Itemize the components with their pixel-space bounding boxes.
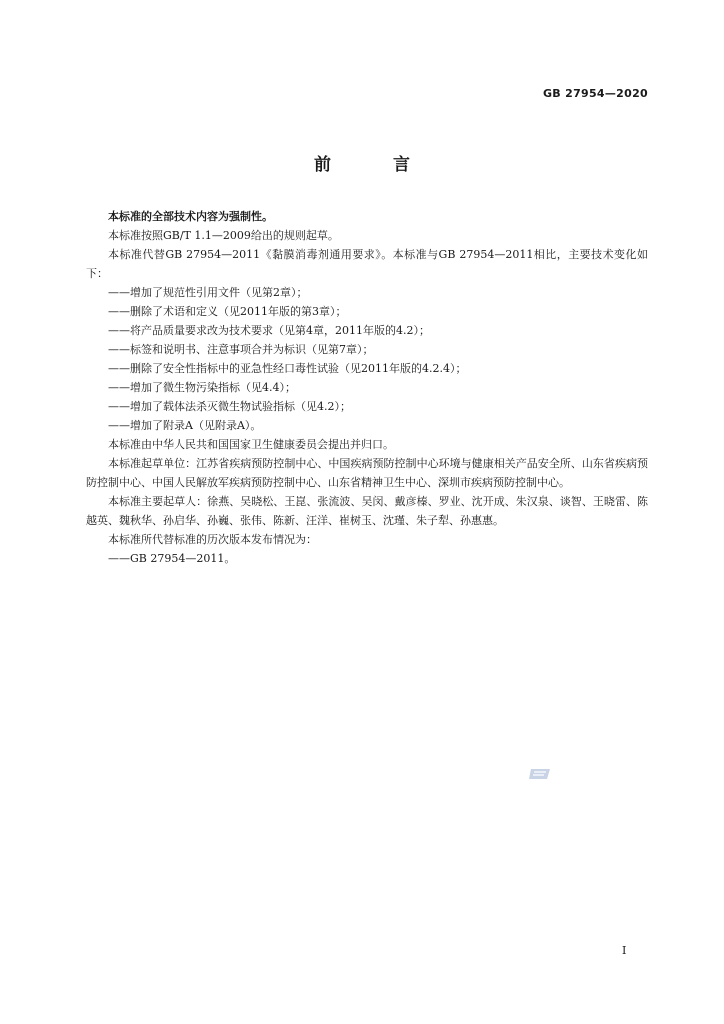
paragraph-proposer: 本标准由中华人民共和国国家卫生健康委员会提出并归口。 [108, 438, 394, 451]
history-item: ——GB 27954—2011。 [108, 552, 236, 565]
change-item: ——增加了载体法杀灭微生物试验指标（见4.2）； [108, 400, 351, 413]
page-title: 前 言 [314, 155, 438, 175]
paragraph-history-intro: 本标准所代替标准的历次版本发布情况为： [108, 533, 317, 546]
watermark-logo-icon [528, 767, 552, 781]
paragraph-drafters: 本标准主要起草人：徐燕、吴晓松、王崑、张流波、吴闵、戴彦榛、罗业、沈开成、朱汉泉、谈智、王晓雷、陈越英、魏秋华、孙启华、孙巍、张伟、陈新、汪洋、崔树玉、沈瑾、朱子犁、孙惠惠。 [86, 495, 648, 527]
standard-code: GB 27954—2020 [542, 87, 648, 100]
foreword-body [86, 207, 648, 568]
paragraph-drafting-rules: 本标准按照GB/T 1.1—2009给出的规则起草。 [108, 229, 339, 242]
change-item: ——增加了附录A（见附录A）。 [108, 419, 262, 432]
paragraph-mandatory: 本标准的全部技术内容为强制性。 [108, 210, 273, 223]
change-item: ——增加了微生物污染指标（见4.4）； [108, 381, 296, 394]
change-item: ——删除了术语和定义（见2011年版的第3章）； [108, 305, 347, 318]
change-item: ——增加了规范性引用文件（见第2章）； [108, 286, 308, 299]
change-item: ——标签和说明书、注意事项合并为标识（见第7章）； [108, 343, 374, 356]
change-item: ——将产品质量要求改为技术要求（见第4章，2011年版的4.2）； [108, 324, 430, 337]
page-number: I [622, 944, 627, 957]
paragraph-replacement: 本标准代替GB 27954—2011《黏膜消毒剂通用要求》。本标准与GB 27954—2011相比，主要技术变化如下： [86, 248, 648, 280]
paragraph-drafting-units: 本标准起草单位：江苏省疾病预防控制中心、中国疾病预防控制中心环境与健康相关产品安全所、山东省疾病预防控制中心、中国人民解放军疾病预防控制中心、山东省精神卫生中心、深圳市疾病预防控制中心。 [86, 457, 648, 489]
change-item: ——删除了安全性指标中的亚急性经口毒性试验（见2011年版的4.2.4）； [108, 362, 467, 375]
